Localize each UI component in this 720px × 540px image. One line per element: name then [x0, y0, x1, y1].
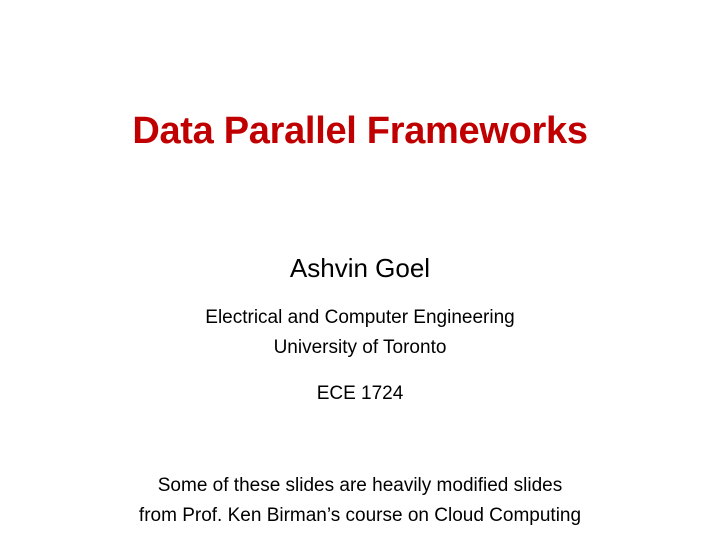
- author-name: Ashvin Goel: [289, 253, 431, 283]
- attribution-note: [0, 471, 720, 531]
- affiliation: [0, 303, 720, 363]
- department: Electrical and Computer Engineering: [205, 307, 515, 328]
- attribution-note-line1: Some of these slides are heavily modified slides: [157, 475, 563, 496]
- slide-title: Data Parallel Frameworks: [132, 110, 588, 152]
- attribution-note-line2: from Prof. Ken Birman’s course on Cloud Computing: [138, 505, 582, 526]
- course-code: ECE 1724: [316, 383, 404, 404]
- university: University of Toronto: [273, 337, 447, 358]
